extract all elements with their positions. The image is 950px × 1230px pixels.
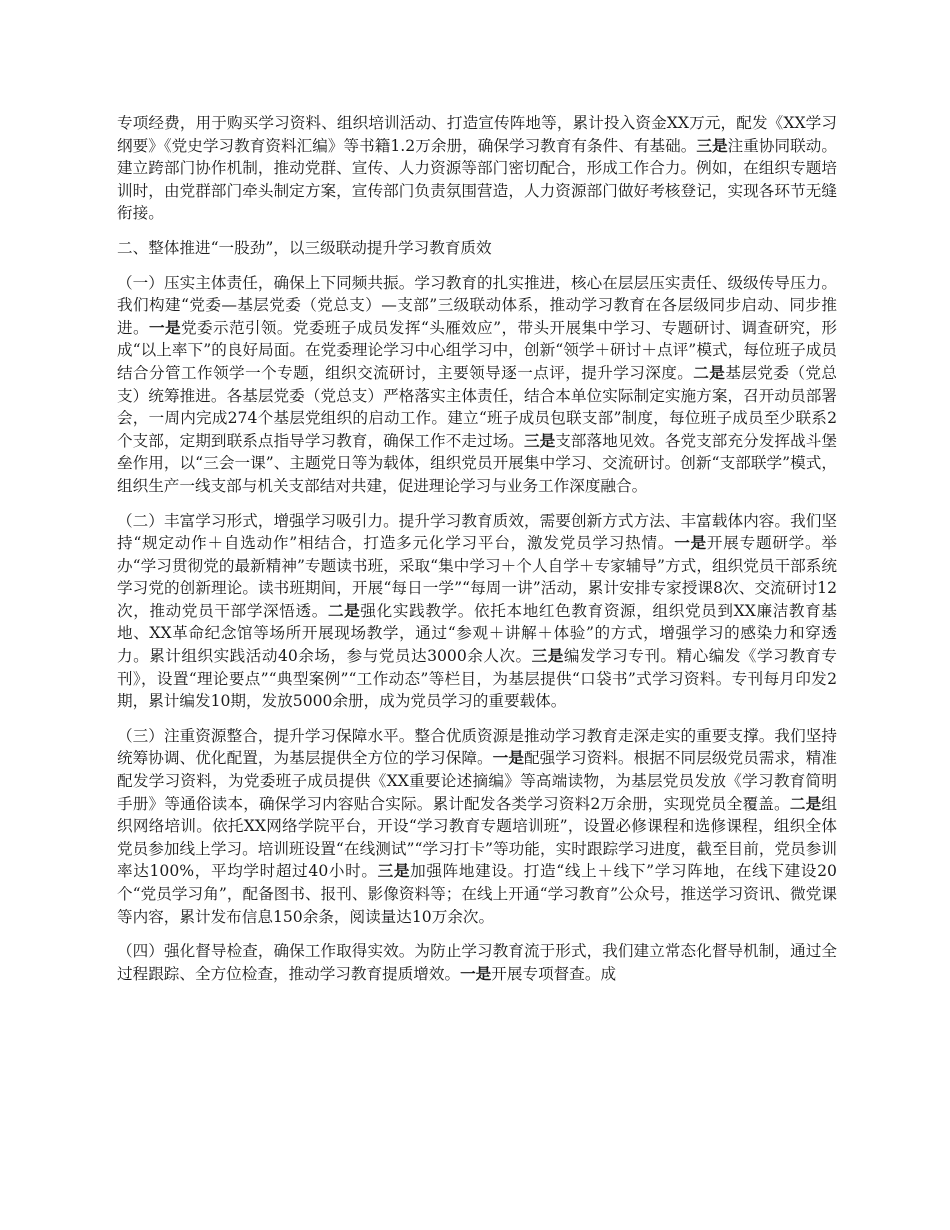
emphasis-marker: 一是 [674,533,707,553]
text-run: （一）压实主体责任，确保上下同频共振。学习教育的扎实推进，核心在层层压实责任、级级传导压力。我们构建“党委—基层党委（党总支）—支部”三级联动体系，推动学习教育在各层级同步启动、同步推进。 [117,273,837,337]
text-run: 二、整体推进“一股劲”，以三级联动提升学习教育质效 [117,238,492,257]
text-run: （四）强化督导检查，确保工作取得实效。为防止学习教育流于形式，我们建立常态化督导机制，通过全过程跟踪、全方位检查，推动学习教育提质增效。 [117,942,837,983]
emphasis-marker: 三是 [696,135,728,155]
text-run: 配强学习资料。根据不同层级党员需求，精准配发学习资料，为党委班子成员提供《XX重要论述摘编》等高端读物，为基层党员发放《学习教育简明手册》等通俗读本，确保学习内容贴合实际。累计配发各类学习资料2万余册，实现党员全覆盖。 [117,749,837,813]
emphasis-marker: 二是 [693,362,726,382]
document-body [117,112,837,997]
paragraph-subsection-3 [117,725,837,928]
paragraph-subsection-4 [117,940,837,985]
text-run: 编发学习专刊。精心编发《学习教育专刊》，设置“理论要点”“典型案例”“工作动态”等栏目，为基层提供“口袋书”式学习资料。专刊每月印发2期，累计编发10期，发放5000余册，成为党员学习的重要载体。 [117,647,837,711]
text-run: 注重协同联动。建立跨部门协作机制，推动党群、宣传、人力资源等部门密切配合，形成工作合力。例如，在组织专题培训时，由党群部门牵头制定方案，宣传部门负责氛围营造，人力资源部门做好考核登记，实现各环节无缝衔接。 [117,136,837,223]
emphasis-marker: 一是 [148,317,181,337]
section-heading-2 [117,237,837,260]
text-run: 党委示范引领。党委班子成员发挥“头雁效应”，带头开展集中学习、专题研讨、调查研究，形成“以上率下”的良好局面。在党委理论学习中心组学习中，创新“领学＋研讨＋点评”模式，每位班子成员结合分管工作领学一个专题，组织交流研讨，主要领导逐一点评，提升学习深度。 [117,318,837,382]
emphasis-marker: 三是 [523,430,556,450]
emphasis-marker: 三是 [377,861,411,881]
text-run: （三）注重资源整合，提升学习保障水平。整合优质资源是推动学习教育走深走实的重要支撑。我们坚持统筹协调、优化配置，为基层提供全方位的学习保障。 [117,726,837,768]
text-run: 强化实践教学。依托本地红色教育资源，组织党员到XX廉洁教育基地、XX革命纪念馆等场所开展现场教学，通过“参观＋讲解＋体验”的方式，增强学习的感染力和穿透力。累计组织实践活动40余场，参与党员达3000余人次。 [117,601,837,666]
text-run: 专项经费，用于购买学习资料、组织培训活动、打造宣传阵地等，累计投入资金XX万元，配发《XX学习纲要》《党史学习教育资料汇编》等书籍1.2万余册，确保学习教育有条件、有基础。 [117,114,837,155]
text-run: 开展专题研学。举办“学习贯彻党的最新精神”专题读书班，采取“集中学习＋个人自学＋专家辅导”方式，组织党员干部系统学习党的创新理论。读书班期间，开展“每日一学”“每周一讲”活动，累计安排专家授课8次、交流研讨12次，推动党员干部学深悟透。 [117,534,837,620]
emphasis-marker: 二是 [789,793,822,813]
paragraph-intro [117,112,837,225]
text-run: 支部落地见效。各党支部充分发挥战斗堡垒作用，以“三会一课”、主题党日等为载体，组织党员开展集中学习、交流研讨。创新“支部联学”模式，组织生产一线支部与机关支部结对共建，促进理论学习与业务工作深度融合。 [117,431,837,495]
text-run: 开展专项督查。成 [491,964,617,983]
emphasis-marker: 二是 [327,600,361,620]
text-run: 组织网络培训。依托XX网络学院平台，开设“学习教育专题培训班”，设置必修课程和选修课程，组织全体党员参加线上学习。培训班设置“在线测试”“学习打卡”等功能，实时跟踪学习进度，截至目前，党员参训率达100%，平均学时超过40小时。 [117,794,837,881]
paragraph-subsection-2 [117,510,837,713]
paragraph-subsection-1 [117,272,837,498]
emphasis-marker: 一是 [460,963,492,983]
emphasis-marker: 三是 [531,646,564,666]
text-run: 基层党委（党总支）统筹推进。各基层党委（党总支）严格落实主体责任，结合本单位实际制定实施方案，召开动员部署会，一周内完成274个基层党组织的启动工作。建立“班子成员包联支部”制度，每位班子成员至少联系2个支部，定期到联系点指导学习教育，确保工作不走过场。 [117,363,837,450]
text-run: 加强阵地建设。打造“线上＋线下”学习阵地，在线下建设20个“党员学习角”，配备图书、报刊、影像资料等；在线上开通“学习教育”公众号，推送学习资讯、微党课等内容，累计发布信息150余条，阅读量达10万余次。 [117,862,837,926]
emphasis-marker: 一是 [492,748,524,768]
text-run: （二）丰富学习形式，增强学习吸引力。提升学习教育质效，需要创新方式方法、丰富载体内容。我们坚持“规定动作＋自选动作”相结合，打造多元化学习平台，激发党员学习热情。 [117,511,837,553]
